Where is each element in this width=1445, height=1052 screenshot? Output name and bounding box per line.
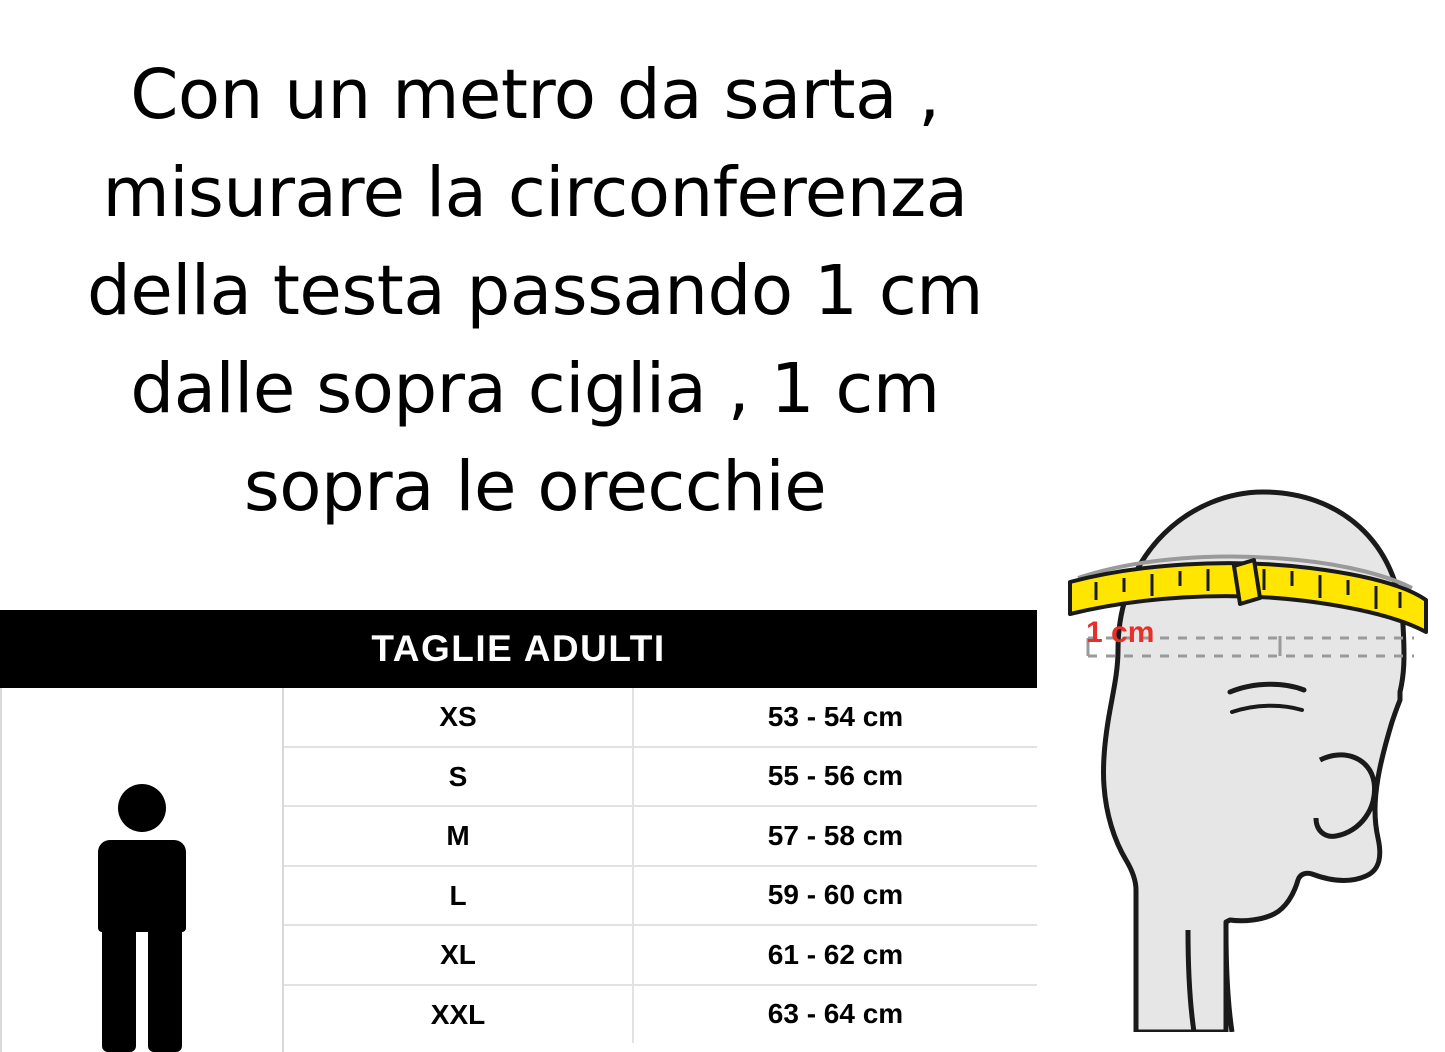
table-body	[0, 688, 1037, 1052]
size-range: 55 - 56 cm	[767, 760, 904, 792]
size-label: XS	[284, 688, 634, 746]
size-range: 59 - 60 cm	[767, 879, 904, 911]
size-label: S	[284, 748, 634, 806]
table-row	[284, 867, 1037, 927]
size-rows	[284, 688, 1037, 1052]
instruction-line-4: dalle sopra ciglia , 1 cm	[130, 349, 940, 429]
size-chart-table	[0, 610, 1037, 1052]
table-row	[284, 748, 1037, 808]
table-header	[0, 610, 1037, 688]
table-row	[284, 986, 1037, 1044]
table-title: TAGLIE ADULTI	[371, 628, 666, 669]
person-icon	[90, 784, 194, 1052]
measure-label: 1 cm	[1086, 616, 1155, 649]
size-label: L	[284, 867, 634, 925]
instruction-line-3: della testa passando 1 cm	[87, 251, 983, 331]
table-row	[284, 926, 1037, 986]
size-range: 63 - 64 cm	[767, 998, 904, 1030]
size-label: XL	[284, 926, 634, 984]
size-label: M	[284, 807, 634, 865]
tape-end-tab	[1234, 560, 1260, 604]
instruction-line-1: Con un metro da sarta ,	[130, 55, 940, 135]
size-range: 61 - 62 cm	[767, 938, 904, 970]
person-left-leg-shape	[102, 924, 136, 1052]
instruction-line-2: misurare la circonferenza	[102, 153, 968, 233]
size-label: XXL	[284, 986, 634, 1044]
size-range: 53 - 54 cm	[767, 700, 904, 732]
person-head-shape	[118, 784, 166, 832]
person-figure-cell	[2, 688, 284, 1052]
person-right-leg-shape	[148, 924, 182, 1052]
table-row	[284, 807, 1037, 867]
table-row	[284, 688, 1037, 748]
person-torso-shape	[98, 840, 186, 932]
size-range: 57 - 58 cm	[767, 819, 904, 851]
head-measurement-illustration	[1048, 460, 1445, 1032]
instruction-line-5: sopra le orecchie	[243, 447, 827, 527]
instruction-text	[0, 46, 1070, 536]
